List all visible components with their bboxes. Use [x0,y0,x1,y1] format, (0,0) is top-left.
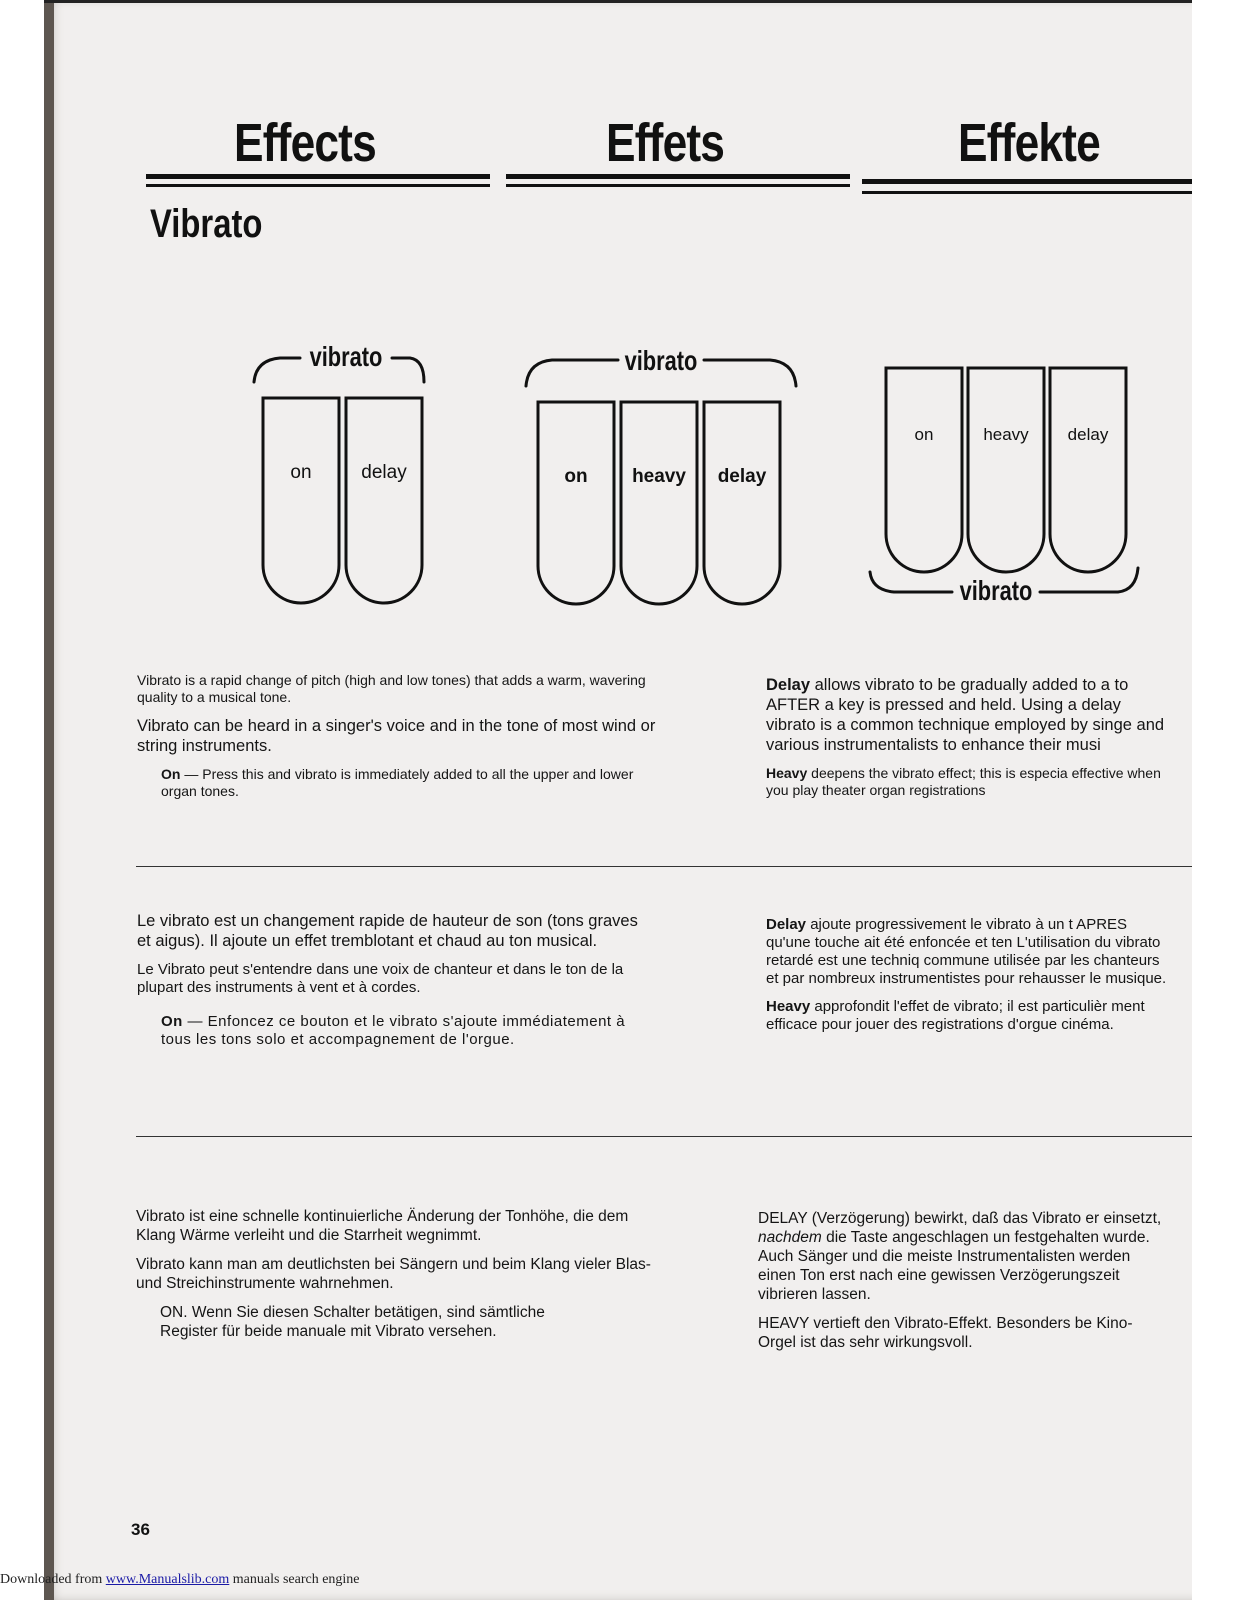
heading-rule [862,191,1192,194]
tab-heavy-label: heavy [983,425,1029,444]
french-heavy-paragraph: Heavy approfondit l'effet de vibrato; il est particulièr ment efficace pour jouer des registrations d'orgue cinéma. [766,998,1145,1033]
section-divider [136,1136,1192,1137]
french-on-paragraph: On — Enfoncez ce bouton et le vibrato s'ajoute immédiatement à tous les tons solo et accompagnement de l'orgue. [161,1013,626,1048]
english-right-column [766,675,1172,809]
heading-german: Effekte [958,113,1100,173]
heading-rule [146,184,490,187]
tab-on-label: on [290,462,312,483]
french-paragraph: Le vibrato est un changement rapide de hauteur de son (tons graves et aigus). Il ajoute un effet tremblotant et chaud au ton musical. [137,912,638,950]
german-paragraph: Vibrato ist eine schnelle kontinuierliche Änderung der Tonhöhe, die dem Klang Wärme verleiht und die Starrheit wegnimmt. [136,1208,629,1244]
heading-rule [506,184,850,187]
heading-rule [862,179,1192,184]
french-paragraph: Le Vibrato peut s'entendre dans une voix de chanteur et dans le ton de la plupart des instruments à vent et à cordes. [137,961,624,996]
footer-prefix: Downloaded from [0,1572,106,1587]
heading-rule [146,174,490,179]
section-divider [136,866,1192,867]
german-on-paragraph: ON. Wenn Sie diesen Schalter betätigen, sind sämtliche Register für beide manuale mit Vibrato versehen. [160,1304,545,1340]
bracket-label: vibrato [959,575,1033,607]
english-paragraph: Vibrato is a rapid change of pitch (high and low tones) that adds a warm, wavering quality to a musical tone. [137,672,646,705]
tab-delay-label: delay [717,466,767,487]
english-paragraph: Vibrato can be heard in a singer's voice and in the tone of most wind or string instruments. [137,717,656,755]
tab-heavy-label: heavy [632,466,686,487]
german-heavy-paragraph: HEAVY vertieft den Vibrato-Effekt. Besonders be Kino- Orgel ist das sehr wirkungsvoll. [758,1315,1133,1351]
heading-english: Effects [234,113,376,173]
german-left-column [136,1207,656,1351]
bracket-label: vibrato [624,345,698,377]
tab-delay-label: delay [1067,425,1109,444]
english-delay-paragraph: Delay allows vibrato to be gradually added to a to AFTER a key is pressed and held. Using a delay vibrato is a common technique employed by singe and various instrumentalists to enhance their musi [766,676,1165,754]
footer-suffix: manuals search engine [229,1572,360,1587]
german-right-column [758,1209,1172,1362]
book-spine [44,0,54,1600]
bracket-label: vibrato [309,341,383,373]
english-left-column [137,672,657,810]
english-on-paragraph: On — Press this and vibrato is immediately added to all the upper and lower organ tones. [161,766,634,799]
french-delay-paragraph: Delay ajoute progressivement le vibrato à un t APRES qu'une touche ait été enfoncée et ten L'utilisation du vibrato retardé est une techniq commune utilisée par les chanteurs et par nombreux instrumentistes pour rehausser le musique. [766,916,1167,987]
french-right-column [766,916,1172,1044]
english-heavy-paragraph: Heavy deepens the vibrato effect; this is especia effective when you play theater organ registrations [766,765,1161,798]
tab-delay-label: delay [361,462,407,483]
german-delay-paragraph: DELAY (Verzögerung) bewirkt, daß das Vibrato er einsetzt, nachdem die Taste angeschlagen un festgehalten wurde. Auch Sänger und die meiste Instrumentalisten werden einen Ton erst nach eine gewissen Verzögerungszeit vibrieren lassen. [758,1210,1162,1303]
french-left-column [137,911,652,1059]
page-number: 36 [131,1520,150,1539]
manualslib-link[interactable]: www.Manualslib.com [105,1572,230,1587]
heading-french: Effets [606,113,725,173]
heading-rule [506,174,850,179]
tab-on-label: on [564,466,588,487]
tab-on-label: on [914,425,934,444]
top-border [44,0,1192,3]
section-title: Vibrato [150,202,263,246]
german-paragraph: Vibrato kann man am deutlichsten bei Sängern und beim Klang vieler Blas- und Streichinstrumente wahrnehmen. [136,1256,651,1292]
vibrato-tabs-diagram [240,330,1160,620]
download-footer [0,1572,360,1588]
